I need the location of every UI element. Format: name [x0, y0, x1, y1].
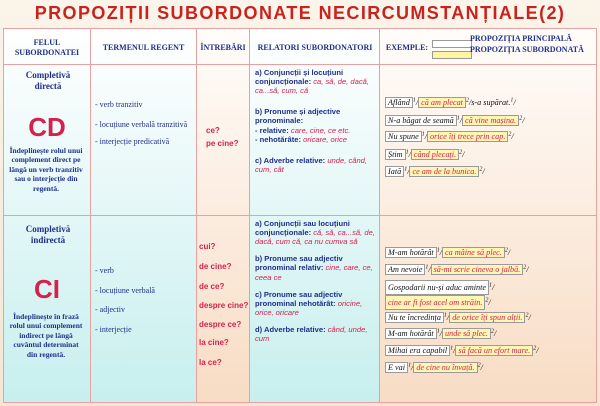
example-line: N-a băgat de seamă $^1$/ că vine mașina. $^2$/: [385, 115, 524, 126]
row-cd-regent-list: [95, 100, 195, 157]
example-line: E vai $^1$/ de cine nu învață. $^2$/: [385, 362, 483, 373]
header-relatori: RELATORI SUBORDONATORI: [257, 42, 373, 52]
row-ci-desc: Îndeplinește în frază rolul unui complement indirect pe lângă cuvântul determinat din regentă.: [9, 312, 83, 359]
header-felul: FELUL SUBORDONATEI: [14, 38, 80, 57]
page-title: PROPOZIȚII SUBORDONATE NECIRCUMSTANȚIALE(2): [34, 3, 566, 23]
row-cd-question: pe cine?: [206, 139, 239, 148]
row-ci-name: Completivă indirectă: [25, 224, 71, 245]
example-line: Nu te încredința $^1$/ de orice îți spun alții. $^2$/: [385, 312, 531, 323]
row-ci-question: despre ce?: [199, 320, 242, 329]
row-cd-abbr: CD: [28, 112, 66, 142]
divider: [196, 29, 197, 403]
divider: [3, 215, 597, 216]
list-item: - adjectiv: [95, 305, 125, 315]
header-exemple: EXEMPLE:: [385, 42, 429, 52]
example-line: Aflând $^1$/ că am plecat $^2$/s-a supărat.$^1$/: [385, 97, 516, 108]
row-ci-question: la ce?: [199, 358, 222, 367]
legend-main-label: PROPOZIȚIA PRINCIPALĂ: [470, 34, 572, 44]
list-item: - locuțiune verbală: [95, 285, 155, 295]
list-item: - verb tranzitiv: [95, 100, 143, 109]
legend-sub-label: PROPOZIȚIA SUBORDONATĂ: [470, 45, 584, 55]
row-ci-question: despre cine?: [199, 301, 249, 310]
example-line: M-am hotărât $^1$/ ca mâine să plec. $^2$/: [385, 247, 510, 258]
list-item: - interjecție predicativă: [95, 137, 170, 147]
example-line: Am nevoie $^1$/ să-mi scrie cineva o jalbă. $^2$/: [385, 264, 529, 275]
divider: [249, 29, 250, 403]
example-line: Mihai era capabil $^1$/ să facă un efort mare. $^2$/: [385, 345, 538, 356]
example-line: M-am hotărât $^1$/ unde să plec. $^2$/: [385, 328, 496, 339]
row-ci-question: la cine?: [199, 338, 229, 347]
example-line: Știm $^1$/ când plecați. $^2$/: [385, 149, 464, 160]
header-termenul: TERMENUL REGENT: [102, 42, 185, 52]
example-line: Gospodarii nu-și aduc aminte $^1$/cine ar fi fost acel om străin. $^2$/: [385, 280, 593, 310]
list-item: - interjecție: [95, 324, 132, 334]
divider: [379, 29, 380, 403]
legend-main-swatch: [432, 40, 472, 48]
row-cd-name: Completivă directă: [25, 70, 71, 91]
row-ci-abbr: CI: [34, 274, 60, 304]
list-item: - verb: [95, 266, 114, 275]
row-ci-regent-list: [95, 266, 195, 344]
list-item: - locuțiune verbală tranzitivă: [95, 119, 188, 129]
divider: [90, 29, 91, 403]
row-ci-question: de cine?: [199, 262, 232, 271]
row-cd-desc: Îndeplinește rolul unui complement direct pe lângă un verb tranzitiv sau o interjecție din regentă.: [9, 146, 83, 193]
legend-sub-swatch: [432, 51, 472, 59]
example-line: Nu spune $^1$/ orice îți trece prin cap. $^2$/: [385, 131, 514, 142]
row-cd-relatori: a) Conjuncții și locuțiuni conjuncționale: ca, să, de, dacă, ca...să, cum, că b) Pronume și adjective pronominale: - relative: care, cine, ce etc. - nehotărâte: oricare, orice c) Adverbe relative: unde, când, cum, cât: [255, 68, 369, 174]
row-ci-question: cui?: [199, 242, 216, 251]
row-ci-relatori: a) Conjuncții sau locuțiuni conjuncționale: că, să, ca...să, de, dacă, cum că, ca nu cumva să b) Pronume sau adjectiv pronominal relativ: cine, care, ce, ceea ce c) Pronume sau adjectiv pronominal nehotărât: oricine, orice, oricare d) Adverbe relative: când, unde, cum: [255, 219, 375, 344]
row-cd-question: ce?: [206, 126, 220, 135]
header-intrebari: ÎNTREBĂRI: [200, 42, 246, 52]
row-ci-question: de ce?: [199, 282, 225, 291]
example-line: Iată $^1$/ ce am de la bunica. $^2$/: [385, 166, 485, 177]
